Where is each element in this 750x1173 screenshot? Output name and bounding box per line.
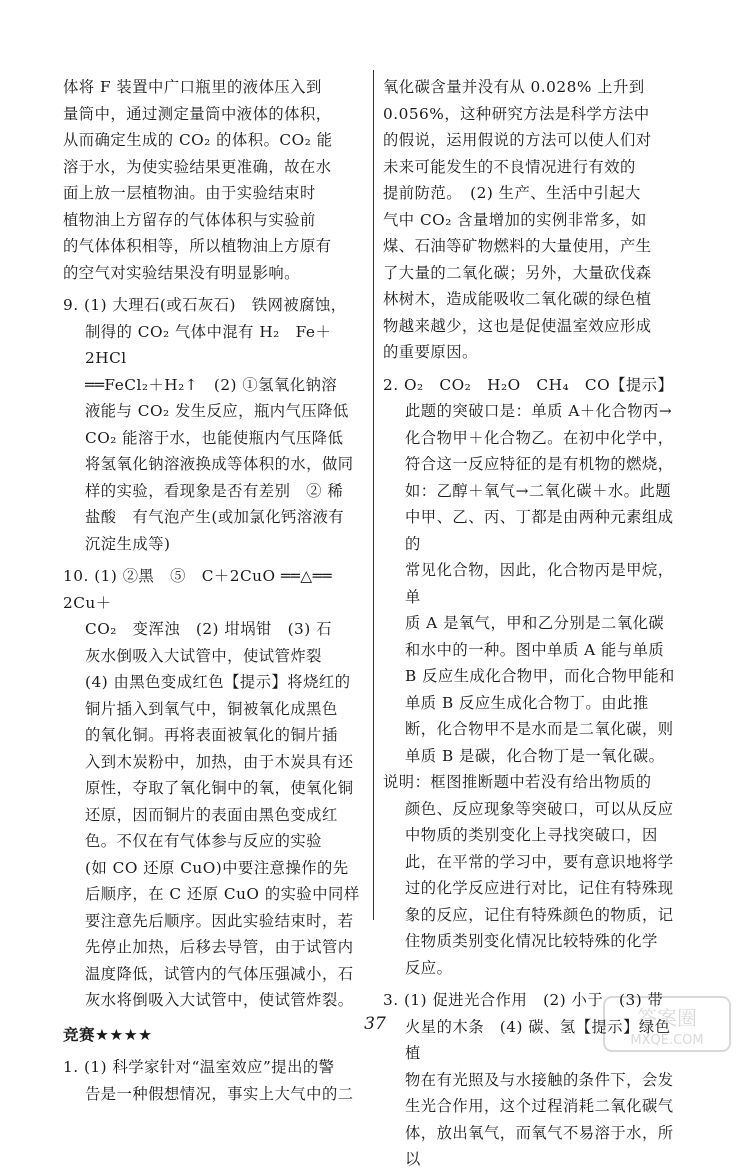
right-line: 3. (1) 促进光合作用 (2) 小于 (3) 带 — [383, 991, 664, 1009]
right-line: 反应。 — [405, 958, 453, 977]
right-line: 此题的突破口是：单质 A＋化合物丙→ — [405, 402, 673, 420]
right-line: 提前防范。 (2) 生产、生活中引起大 — [383, 184, 641, 202]
right-line: 的重要原因。 — [383, 343, 478, 361]
left-line: 铜片插入到氧气中，铜被氧化成黑色 — [85, 699, 338, 718]
left-line: 9. (1) 大理石(或石灰石) 铁网被腐蚀， — [63, 296, 347, 314]
left-line: 竞赛★★★★ — [63, 1025, 153, 1044]
left-line: 要注意先后顺序。因此实验结束时，若 — [85, 911, 354, 930]
right-line: 未来可能发生的不良情况进行有效的 — [383, 157, 636, 176]
left-line: 的氧化铜。再将表面被氧化的铜片插 — [85, 726, 338, 744]
left-line: 温度降低，试管内的气体压强减小，石 — [85, 964, 354, 983]
left-line: ══FeCl₂＋H₂↑ (2) ①氢氧化钠溶 — [85, 375, 338, 394]
left-line: 告是一种假想情况，事实上大气中的二 — [85, 1084, 354, 1103]
left-line: 的气体体积相等，所以植物油上方原有 — [63, 237, 332, 255]
left-line: 溶于水，为使实验结果更准确，故在水 — [63, 157, 332, 176]
right-line: 2. O₂ CO₂ H₂O CH₄ CO【提示】 — [383, 375, 674, 394]
left-line: 原性，夺取了氧化铜中的氧，使氧化铜 — [85, 779, 354, 797]
right-line: 生光合作用，这个过程消耗二氧化碳气 — [405, 1097, 674, 1115]
right-line: 了大量的二氧化碳；另外，大量砍伐森 — [383, 263, 652, 282]
right-line: 火星的木条 (4) 碳、氢【提示】绿色植 — [405, 1017, 671, 1062]
left-line: 还原，因而铜片的表面由黑色变成红 — [85, 805, 338, 824]
right-line: 质 A 是氧气，甲和乙分别是二氧化碳 — [405, 614, 665, 632]
left-line: 后顺序，在 C 还原 CuO 的实验中同样 — [85, 885, 360, 903]
right-line: 如：乙醇＋氧气→二氧化碳＋水。此题 — [405, 481, 672, 500]
left-line: 体将 F 装置中广口瓶里的液体压入到 — [63, 78, 322, 96]
right-line: 氧化碳含量并没有从 0.028% 上升到 — [383, 78, 645, 96]
left-line: 植物油上方留存的气体体积与实验前 — [63, 210, 316, 229]
right-line: 物在有光照及与水接触的条件下，会发 — [405, 1070, 674, 1089]
left-line: 液能与 CO₂ 发生反应，瓶内气压降低 — [85, 402, 349, 420]
left-line: 从而确定生成的 CO₂ 的体积。CO₂ 能 — [63, 131, 333, 149]
right-line: 的假说，运用假说的方法可以使人们对 — [383, 131, 652, 149]
left-line: (4) 由黑色变成红色【提示】将烧红的 — [85, 673, 351, 691]
right-line: B 反应生成化合物甲，而化合物甲能和 — [405, 667, 675, 685]
right-line: 化合物甲＋化合物乙。在初中化学中， — [405, 428, 674, 447]
left-line: 面上放一层植物油。由于实验结束时 — [63, 184, 316, 202]
left-line: CO₂ 能溶于水，也能使瓶内气压降低 — [85, 428, 344, 447]
left-line: 量筒中，通过测定量筒中液体的体积， — [63, 104, 332, 123]
left-line: 色。不仅在有气体参与反应的实验 — [85, 832, 322, 850]
right-line: 单质 B 反应生成化合物丁。由此推 — [405, 693, 649, 712]
column-divider — [373, 70, 374, 920]
right-line: 煤、石油等矿物燃料的大量使用，产生 — [383, 237, 652, 255]
left-line: 10. (1) ②黑 ⑤ C＋2CuO ══△══ 2Cu＋ — [63, 567, 332, 612]
svg-text:答案圈: 答案圈 — [637, 1006, 697, 1030]
left-line: (如 CO 还原 CuO)中要注意操作的先 — [85, 858, 349, 877]
left-column — [63, 74, 367, 1107]
right-line: 和水中的一种。图中单质 A 能与单质 — [405, 640, 665, 659]
right-line: 过的化学反应进行对比，记住有特殊现 — [405, 879, 674, 897]
left-line: 沉淀生成等) — [85, 534, 171, 553]
left-line: CO₂ 变浑浊 (2) 坩埚钳 (3) 石 — [85, 620, 332, 638]
left-line: 将氢氧化钠溶液换成等体积的水，做同 — [85, 455, 354, 473]
right-line: 0.056%，这种研究方法是科学方法中 — [383, 104, 650, 123]
right-line: 单质 B 是碳，化合物丁是一氧化碳。 — [405, 746, 665, 765]
left-line: 1. (1) 科学家针对“温室效应”提出的警 — [63, 1058, 335, 1076]
right-line: 中甲、乙、丙、丁都是由两种元素组成的 — [405, 508, 674, 553]
right-line: 林树木，造成能吸收二氧化碳的绿色植 — [383, 290, 652, 308]
right-line: 住物质类别变化情况比较特殊的化学 — [405, 932, 658, 950]
page-number: 37 — [364, 1014, 386, 1034]
right-line: 象的反应，记住有特殊颜色的物质，记 — [405, 905, 674, 924]
right-line: 符合这一反应特征的是有机物的燃烧， — [405, 455, 674, 473]
left-line: 灰水倒吸入大试管中，使试管炸裂 — [85, 646, 322, 665]
right-line: 气中 CO₂ 含量增加的实例非常多，如 — [383, 210, 647, 229]
left-line: 的空气对实验结果没有明显影响。 — [63, 263, 300, 282]
left-line: 盐酸 有气泡产生(或加氯化钙溶液有 — [85, 508, 345, 526]
right-line: 物越来越少，这也是促使温室效应形成 — [383, 316, 652, 335]
right-line: 常见化合物，因此，化合物丙是甲烷，单 — [405, 561, 674, 606]
left-line: 制得的 CO₂ 气体中混有 H₂ Fe＋2HCl — [85, 322, 332, 367]
left-line: 先停止加热，后移去导管，由于试管内 — [85, 938, 354, 956]
left-line: 样的实验，看现象是否有差别 ② 稀 — [85, 481, 344, 500]
svg-text:MXQE.COM: MXQE.COM — [630, 1033, 704, 1048]
left-line: 灰水将倒吸入大试管中，使试管炸裂。 — [85, 991, 354, 1009]
right-line: 说明：框图推断题中若没有给出物质的 — [383, 773, 652, 791]
right-line: 此，在平常的学习中，要有意识地将学 — [405, 852, 674, 871]
right-line: 颜色、反应现象等突破口，可以从反应 — [405, 799, 674, 818]
watermark-logo — [602, 995, 732, 1053]
right-line: 断，化合物甲不是水而是二氧化碳，则 — [405, 720, 674, 738]
left-line: 入到木炭粉中，加热，由于木炭具有还 — [85, 752, 354, 771]
right-line: 体，放出氧气，而氧气不易溶于水，所以 — [405, 1123, 674, 1168]
right-line: 中物质的类别变化上寻找突破口，因 — [405, 826, 658, 844]
